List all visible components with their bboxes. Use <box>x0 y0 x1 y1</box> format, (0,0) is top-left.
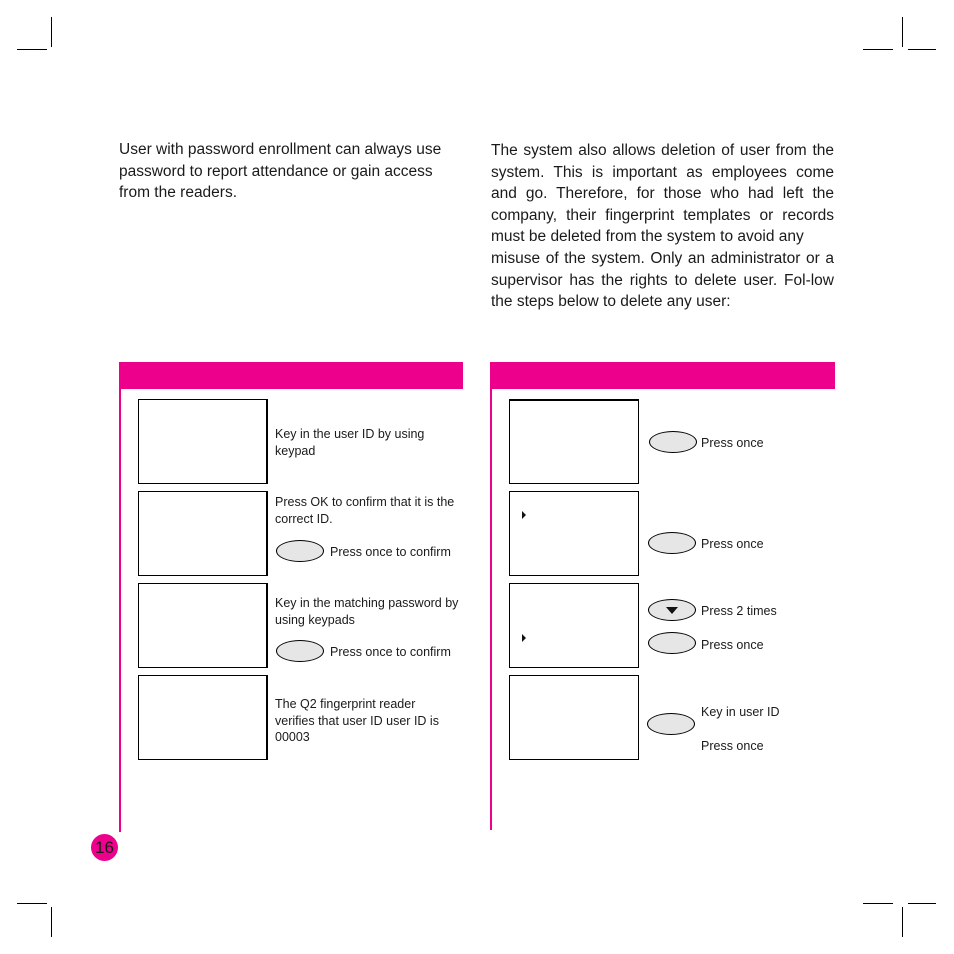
delete-step-4-caption-1: Key in user ID <box>701 705 780 719</box>
crop-mark <box>863 49 893 50</box>
down-arrow-icon <box>666 607 678 614</box>
ok-key-button[interactable] <box>276 540 324 562</box>
step-2-button-caption: Press once to confirm <box>330 545 451 559</box>
ok-key-button[interactable] <box>648 532 696 554</box>
crop-mark <box>51 907 52 937</box>
right-section-rule <box>490 362 492 830</box>
menu-cursor-icon <box>522 634 526 642</box>
left-intro <box>119 139 467 204</box>
right-intro <box>491 140 834 313</box>
menu-key-button[interactable] <box>649 431 697 453</box>
crop-mark <box>908 903 936 904</box>
lcd-screen-delete-step-3 <box>509 583 639 668</box>
left-section-header <box>119 362 463 389</box>
delete-step-4-caption-2: Press once <box>701 739 764 753</box>
lcd-screen-delete-step-1 <box>509 399 639 484</box>
lcd-screen-step-4 <box>138 675 268 760</box>
delete-step-2-caption: Press once <box>701 537 764 551</box>
crop-mark <box>902 907 903 937</box>
page-number: 16 <box>91 834 118 861</box>
right-section-header <box>490 362 835 389</box>
left-intro-text: User with password enrollment can always use password to report attendance or gain access from the readers. <box>119 141 442 202</box>
crop-mark <box>17 903 47 904</box>
step-2-instruction: Press OK to confirm that it is the correct ID. <box>275 495 455 526</box>
menu-cursor-icon <box>522 511 526 519</box>
right-intro-text-1: The system also allows deletion of user from the system. This is important as employees come and go. Therefore, for those who had left the company, their fingerprint templates or records must be deleted from the system to avoid any <box>491 142 834 246</box>
crop-mark <box>51 17 52 47</box>
right-intro-text-2: misuse of the system. Only an administrator or a supervisor has the rights to delete user. Fol-low the steps below to delete any user: <box>491 249 834 311</box>
step-1-instruction: Key in the user ID by using keypad <box>275 427 425 458</box>
crop-mark <box>17 49 47 50</box>
crop-mark <box>863 903 893 904</box>
lcd-screen-step-1 <box>138 399 268 484</box>
delete-step-3-caption-2: Press once <box>701 638 764 652</box>
delete-step-1-caption: Press once <box>701 436 764 450</box>
crop-mark <box>902 17 903 47</box>
delete-step-3-caption-1: Press 2 times <box>701 604 777 618</box>
crop-mark <box>908 49 936 50</box>
ok-key-button[interactable] <box>648 632 696 654</box>
step-3-instruction: Key in the matching password by using keypads <box>275 596 459 627</box>
left-section-rule <box>119 362 121 832</box>
ok-key-button[interactable] <box>647 713 695 735</box>
step-3-button-caption: Press once to confirm <box>330 645 451 659</box>
down-arrow-key-button[interactable] <box>648 599 696 621</box>
lcd-screen-delete-step-2 <box>509 491 639 576</box>
lcd-screen-step-2 <box>138 491 268 576</box>
lcd-screen-step-3 <box>138 583 268 668</box>
ok-key-button[interactable] <box>276 640 324 662</box>
lcd-screen-delete-step-4 <box>509 675 639 760</box>
step-4-instruction: The Q2 fingerprint reader verifies that user ID user ID is 00003 <box>275 697 439 744</box>
